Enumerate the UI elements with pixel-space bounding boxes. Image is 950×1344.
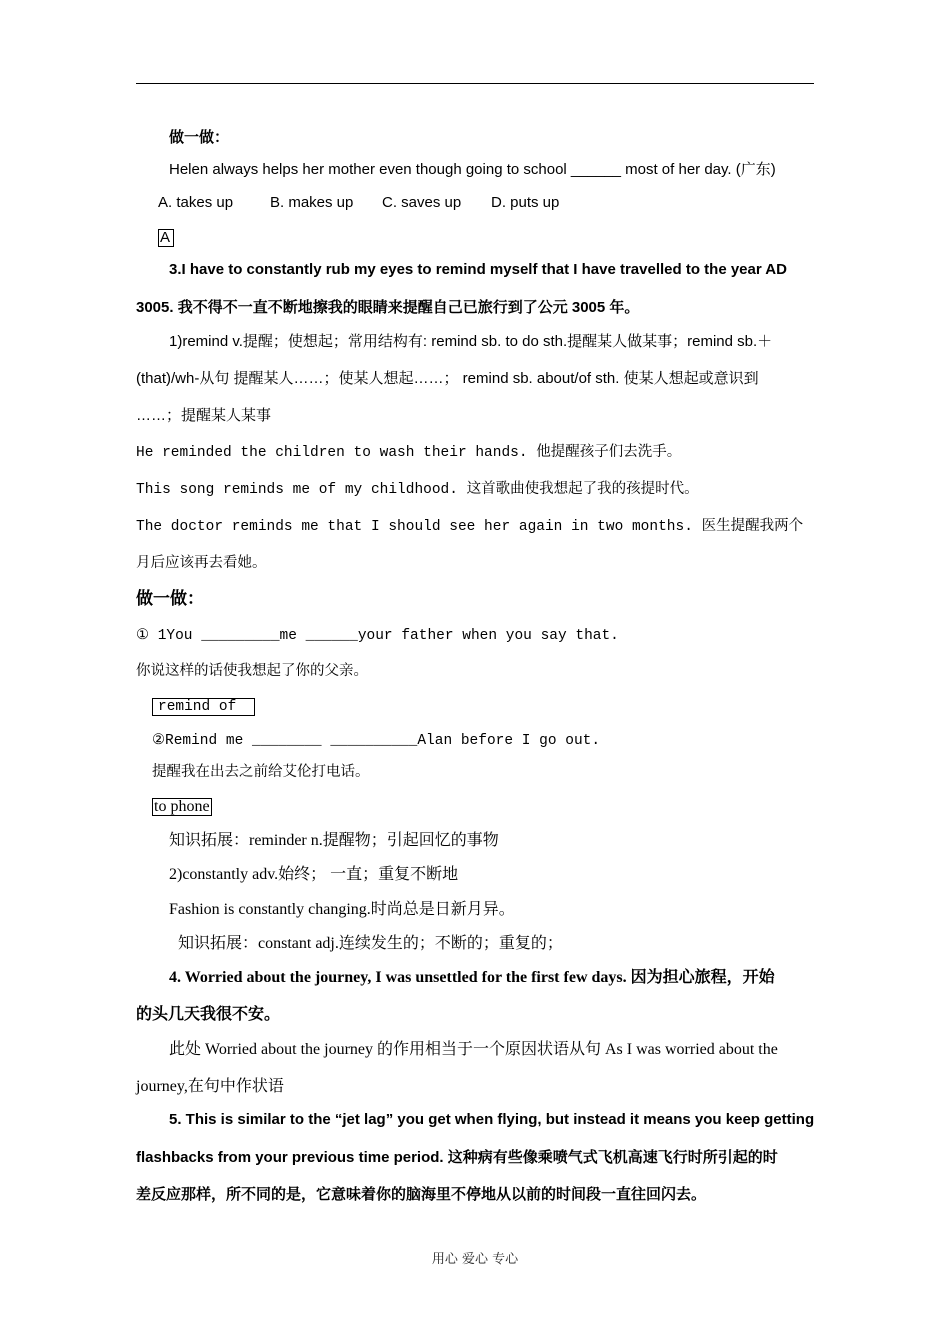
item4-note-line2: journey,在句中作状语 (136, 1078, 284, 1095)
remind-note-line1: 1)remind v.提醒；使想起；常用结构有: remind sb. to do sth.提醒某人做某事；remind sb.＋ (169, 333, 773, 350)
exercise-answer (158, 228, 174, 248)
section-heading-try: 做一做： (169, 128, 230, 146)
practice-a2 (152, 797, 212, 817)
option-c: C. saves up (382, 194, 462, 211)
practice-q2-cn: 提醒我在出去之前给艾伦打电话。 (152, 765, 370, 781)
item5-line1: 5. This is similar to the “jet lag” you get when flying, but instead it means you keep getting (169, 1111, 815, 1128)
answer-box-2: to phone (154, 798, 210, 815)
practice-a1 (152, 697, 255, 717)
item5-line2: flashbacks from your previous time period. 这种病有些像乘喷气式飞机高速飞行时所引起的时 (136, 1149, 778, 1166)
example-3-line2: 月后应该再去看她。 (136, 556, 267, 572)
example-2: This song reminds me of my childhood. 这首歌曲使我想起了我的孩提时代。 (136, 482, 699, 498)
remind-note-line3: ……；提醒某人某事 (136, 407, 272, 424)
item4-note-line1: 此处 Worried about the journey 的作用相当于一个原因状语从句 As I was worried about the (169, 1041, 778, 1058)
reminder-note: 知识拓展：reminder n.提醒物；引起回忆的事物 (169, 832, 499, 849)
constant-note: 知识拓展：constant adj.连续发生的；不断的；重复的； (178, 935, 563, 952)
remind-note-line2: (that)/wh-从句 提醒某人……；使某人想起……； remind sb. about/of sth. 使某人想起或意识到 (136, 370, 759, 387)
page-footer: 用心 爱心 专心 (431, 1252, 519, 1267)
option-d: D. puts up (491, 194, 560, 211)
example-1: He reminded the children to wash their hands. 他提醒孩子们去洗手。 (136, 445, 682, 461)
option-b: B. makes up (270, 194, 354, 211)
practice-q1-cn: 你说这样的话使我想起了你的父亲。 (136, 664, 368, 680)
item3-line2: 3005. 我不得不一直不断地擦我的眼睛来提醒自己已旅行到了公元 3005 年。 (136, 299, 640, 316)
item4-line1: 4. Worried about the journey, I was unsettled for the first few days. 因为担心旅程，开始 (169, 969, 775, 986)
constantly-note: 2)constantly adv.始终； 一直；重复不断地 (169, 866, 459, 883)
practice-q2: ②Remind me ________ __________Alan before I go out. (152, 733, 601, 749)
exercise-question: Helen always helps her mother even though going to school ______ most of her day. (广东) (169, 161, 776, 178)
exercise-options (158, 193, 559, 213)
item5-line3: 差反应那样，所不同的是，它意味着你的脑海里不停地从以前的时间段一直往回闪去。 (136, 1186, 707, 1203)
constantly-example: Fashion is constantly changing.时尚总是日新月异。 (169, 901, 515, 918)
item4-line2: 的头几天我很不安。 (136, 1006, 281, 1023)
answer-box-1: remind of (152, 698, 255, 716)
example-3-line1: The doctor reminds me that I should see her again in two months. 医生提醒我两个 (136, 519, 804, 535)
practice-q1: ① 1You _________me ______your father when you say that. (136, 628, 619, 644)
item3-line1: 3.I have to constantly rub my eyes to remind myself that I have travelled to the year AD (169, 261, 787, 278)
option-a: A. takes up (158, 194, 234, 211)
answer-box: A (158, 229, 174, 247)
section-heading-try-2: 做一做： (136, 589, 204, 609)
header-rule (136, 83, 814, 84)
